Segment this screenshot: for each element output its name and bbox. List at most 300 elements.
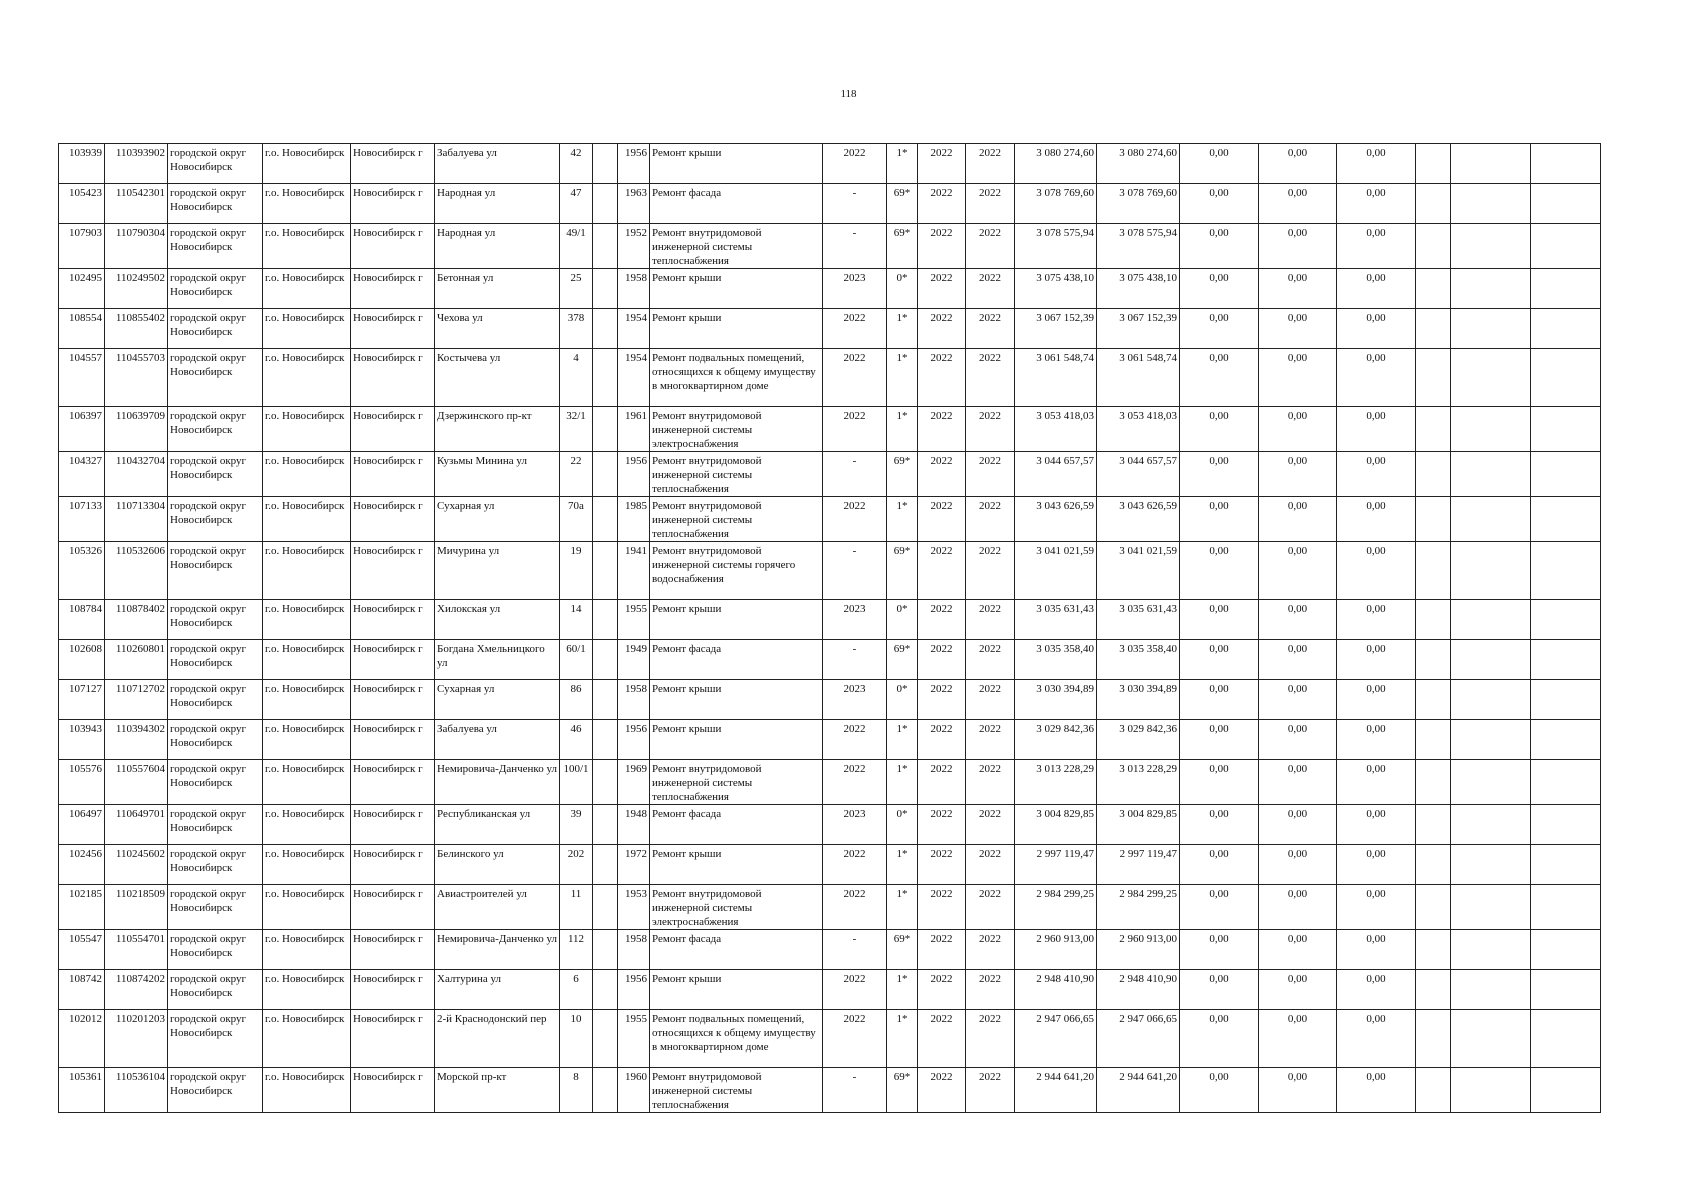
cell-house-number: 6: [560, 970, 593, 1010]
cell-planned-year: -: [823, 930, 887, 970]
cell-extra-1: [1416, 600, 1451, 640]
cell-extra-3: [1531, 600, 1601, 640]
cell-municipality: городской округ Новосибирск: [168, 885, 263, 930]
cell-end-year: 2022: [966, 805, 1015, 845]
table-row: [59, 144, 1601, 184]
cell-planned-year: 2022: [823, 407, 887, 452]
cell-extra-2: [1451, 680, 1531, 720]
cell-cost-local: 0,00: [1337, 497, 1416, 542]
cell-status-code: 69*: [887, 542, 918, 600]
cell-urban-district: г.о. Новосибирск: [263, 1068, 351, 1113]
cell-year-built: 1963: [618, 184, 650, 224]
cell-cost-total: 3 053 418,03: [1015, 407, 1097, 452]
cell-cost-fund: 2 997 119,47: [1097, 845, 1180, 885]
cell-house-number: 32/1: [560, 407, 593, 452]
cell-year-built: 1956: [618, 720, 650, 760]
cell-extra-3: [1531, 407, 1601, 452]
cell-street: Сухарная ул: [435, 497, 560, 542]
cell-extra-3: [1531, 452, 1601, 497]
cell-start-year: 2022: [918, 497, 966, 542]
cell-cost-fund: 2 948 410,90: [1097, 970, 1180, 1010]
cell-start-year: 2022: [918, 845, 966, 885]
cell-extra-1: [1416, 309, 1451, 349]
cell-cost-local: 0,00: [1337, 144, 1416, 184]
cell-account-id: 110393902: [105, 144, 168, 184]
cell-work-type: Ремонт крыши: [650, 600, 823, 640]
cell-locality: Новосибирск г: [351, 845, 435, 885]
cell-extra-3: [1531, 640, 1601, 680]
cell-work-type: Ремонт внутридомовой инженерной системы электроснабжения: [650, 407, 823, 452]
cell-locality: Новосибирск г: [351, 184, 435, 224]
cell-locality: Новосибирск г: [351, 349, 435, 407]
cell-house-id: 108554: [59, 309, 105, 349]
cell-work-type: Ремонт крыши: [650, 680, 823, 720]
cell-municipality: городской округ Новосибирск: [168, 805, 263, 845]
cell-account-id: 110542301: [105, 184, 168, 224]
cell-house-id: 107127: [59, 680, 105, 720]
cell-municipality: городской округ Новосибирск: [168, 760, 263, 805]
cell-house-number: 10: [560, 1010, 593, 1068]
cell-extra-1: [1416, 349, 1451, 407]
cell-extra-1: [1416, 640, 1451, 680]
cell-extra-1: [1416, 497, 1451, 542]
cell-house-number: 11: [560, 885, 593, 930]
cell-planned-year: 2022: [823, 1010, 887, 1068]
cell-account-id: 110557604: [105, 760, 168, 805]
cell-municipality: городской округ Новосибирск: [168, 1010, 263, 1068]
cell-cost-regional: 0,00: [1259, 407, 1337, 452]
cell-building: [593, 760, 618, 805]
cell-cost-local: 0,00: [1337, 224, 1416, 269]
cell-cost-local: 0,00: [1337, 309, 1416, 349]
cell-street: Немировича-Данченко ул: [435, 760, 560, 805]
cell-work-type: Ремонт внутридомовой инженерной системы теплоснабжения: [650, 452, 823, 497]
cell-start-year: 2022: [918, 184, 966, 224]
cell-work-type: Ремонт внутридомовой инженерной системы теплоснабжения: [650, 497, 823, 542]
cell-house-id: 102495: [59, 269, 105, 309]
cell-house-id: 106397: [59, 407, 105, 452]
cell-planned-year: -: [823, 640, 887, 680]
cell-locality: Новосибирск г: [351, 805, 435, 845]
cell-cost-federal: 0,00: [1180, 269, 1259, 309]
table-row: [59, 224, 1601, 269]
cell-status-code: 69*: [887, 930, 918, 970]
cell-start-year: 2022: [918, 542, 966, 600]
cell-house-number: 70а: [560, 497, 593, 542]
cell-extra-3: [1531, 144, 1601, 184]
cell-municipality: городской округ Новосибирск: [168, 930, 263, 970]
cell-urban-district: г.о. Новосибирск: [263, 269, 351, 309]
cell-status-code: 69*: [887, 224, 918, 269]
cell-extra-3: [1531, 885, 1601, 930]
cell-cost-federal: 0,00: [1180, 184, 1259, 224]
table-row: [59, 309, 1601, 349]
cell-locality: Новосибирск г: [351, 452, 435, 497]
cell-urban-district: г.о. Новосибирск: [263, 720, 351, 760]
cell-cost-fund: 2 944 641,20: [1097, 1068, 1180, 1113]
cell-cost-federal: 0,00: [1180, 885, 1259, 930]
cell-extra-2: [1451, 309, 1531, 349]
cell-work-type: Ремонт внутридомовой инженерной системы теплоснабжения: [650, 760, 823, 805]
cell-municipality: городской округ Новосибирск: [168, 309, 263, 349]
cell-house-number: 25: [560, 269, 593, 309]
cell-extra-1: [1416, 680, 1451, 720]
cell-planned-year: 2022: [823, 144, 887, 184]
page-number: 118: [840, 88, 857, 100]
cell-end-year: 2022: [966, 452, 1015, 497]
cell-planned-year: -: [823, 1068, 887, 1113]
cell-cost-total: 3 030 394,89: [1015, 680, 1097, 720]
cell-house-number: 42: [560, 144, 593, 184]
cell-building: [593, 640, 618, 680]
cell-cost-total: 3 013 228,29: [1015, 760, 1097, 805]
cell-extra-1: [1416, 845, 1451, 885]
cell-status-code: 1*: [887, 1010, 918, 1068]
cell-cost-local: 0,00: [1337, 640, 1416, 680]
cell-street: Авиастроителей ул: [435, 885, 560, 930]
cell-street: Народная ул: [435, 224, 560, 269]
cell-house-number: 47: [560, 184, 593, 224]
cell-house-number: 22: [560, 452, 593, 497]
cell-extra-2: [1451, 720, 1531, 760]
cell-house-number: 4: [560, 349, 593, 407]
cell-house-id: 108784: [59, 600, 105, 640]
cell-cost-regional: 0,00: [1259, 760, 1337, 805]
cell-extra-1: [1416, 885, 1451, 930]
cell-municipality: городской округ Новосибирск: [168, 224, 263, 269]
cell-cost-total: 3 004 829,85: [1015, 805, 1097, 845]
cell-planned-year: 2023: [823, 269, 887, 309]
cell-cost-fund: 3 044 657,57: [1097, 452, 1180, 497]
cell-building: [593, 407, 618, 452]
cell-work-type: Ремонт внутридомовой инженерной системы теплоснабжения: [650, 1068, 823, 1113]
cell-building: [593, 269, 618, 309]
cell-street: Морской пр-кт: [435, 1068, 560, 1113]
capital-repair-table: [58, 143, 1601, 1113]
cell-municipality: городской округ Новосибирск: [168, 452, 263, 497]
cell-work-type: Ремонт подвальных помещений, относящихся к общему имуществу в многоквартирном доме: [650, 349, 823, 407]
cell-cost-local: 0,00: [1337, 269, 1416, 309]
cell-account-id: 110249502: [105, 269, 168, 309]
cell-street: Кузьмы Минина ул: [435, 452, 560, 497]
cell-extra-1: [1416, 144, 1451, 184]
cell-cost-regional: 0,00: [1259, 845, 1337, 885]
cell-extra-2: [1451, 760, 1531, 805]
cell-house-id: 102012: [59, 1010, 105, 1068]
cell-cost-regional: 0,00: [1259, 885, 1337, 930]
cell-cost-total: 2 984 299,25: [1015, 885, 1097, 930]
cell-house-number: 378: [560, 309, 593, 349]
cell-planned-year: 2022: [823, 845, 887, 885]
cell-locality: Новосибирск г: [351, 497, 435, 542]
cell-locality: Новосибирск г: [351, 760, 435, 805]
cell-street: Халтурина ул: [435, 970, 560, 1010]
cell-status-code: 0*: [887, 600, 918, 640]
cell-cost-local: 0,00: [1337, 760, 1416, 805]
cell-status-code: 1*: [887, 720, 918, 760]
table-row: [59, 640, 1601, 680]
cell-extra-3: [1531, 542, 1601, 600]
cell-house-number: 112: [560, 930, 593, 970]
cell-cost-total: 3 043 626,59: [1015, 497, 1097, 542]
cell-work-type: Ремонт крыши: [650, 970, 823, 1010]
cell-urban-district: г.о. Новосибирск: [263, 309, 351, 349]
cell-extra-3: [1531, 760, 1601, 805]
cell-extra-2: [1451, 542, 1531, 600]
cell-status-code: 1*: [887, 760, 918, 805]
cell-end-year: 2022: [966, 680, 1015, 720]
cell-account-id: 110649701: [105, 805, 168, 845]
cell-cost-total: 3 029 842,36: [1015, 720, 1097, 760]
cell-cost-federal: 0,00: [1180, 309, 1259, 349]
cell-cost-federal: 0,00: [1180, 930, 1259, 970]
cell-planned-year: 2022: [823, 309, 887, 349]
cell-extra-2: [1451, 600, 1531, 640]
cell-cost-federal: 0,00: [1180, 1010, 1259, 1068]
cell-house-id: 103939: [59, 144, 105, 184]
cell-cost-fund: 2 947 066,65: [1097, 1010, 1180, 1068]
cell-cost-local: 0,00: [1337, 184, 1416, 224]
cell-planned-year: -: [823, 224, 887, 269]
cell-status-code: 69*: [887, 184, 918, 224]
cell-status-code: 1*: [887, 845, 918, 885]
cell-cost-total: 2 944 641,20: [1015, 1068, 1097, 1113]
cell-cost-local: 0,00: [1337, 930, 1416, 970]
cell-cost-federal: 0,00: [1180, 349, 1259, 407]
cell-cost-regional: 0,00: [1259, 680, 1337, 720]
table-row: [59, 184, 1601, 224]
cell-end-year: 2022: [966, 600, 1015, 640]
cell-cost-federal: 0,00: [1180, 720, 1259, 760]
cell-cost-federal: 0,00: [1180, 845, 1259, 885]
cell-start-year: 2022: [918, 269, 966, 309]
cell-locality: Новосибирск г: [351, 970, 435, 1010]
cell-start-year: 2022: [918, 680, 966, 720]
cell-cost-total: 3 044 657,57: [1015, 452, 1097, 497]
cell-end-year: 2022: [966, 930, 1015, 970]
cell-status-code: 69*: [887, 1068, 918, 1113]
cell-end-year: 2022: [966, 224, 1015, 269]
cell-cost-fund: 3 053 418,03: [1097, 407, 1180, 452]
cell-street: 2-й Краснодонский пер: [435, 1010, 560, 1068]
cell-end-year: 2022: [966, 497, 1015, 542]
cell-year-built: 1972: [618, 845, 650, 885]
cell-end-year: 2022: [966, 184, 1015, 224]
cell-municipality: городской округ Новосибирск: [168, 600, 263, 640]
cell-cost-fund: 3 067 152,39: [1097, 309, 1180, 349]
cell-extra-3: [1531, 349, 1601, 407]
cell-extra-1: [1416, 452, 1451, 497]
cell-planned-year: 2023: [823, 805, 887, 845]
cell-cost-federal: 0,00: [1180, 542, 1259, 600]
cell-cost-federal: 0,00: [1180, 497, 1259, 542]
table-row: [59, 497, 1601, 542]
cell-street: Сухарная ул: [435, 680, 560, 720]
cell-end-year: 2022: [966, 407, 1015, 452]
cell-cost-total: 3 078 769,60: [1015, 184, 1097, 224]
cell-account-id: 110260801: [105, 640, 168, 680]
cell-extra-1: [1416, 970, 1451, 1010]
cell-cost-federal: 0,00: [1180, 680, 1259, 720]
cell-extra-1: [1416, 1068, 1451, 1113]
cell-end-year: 2022: [966, 720, 1015, 760]
cell-extra-1: [1416, 720, 1451, 760]
cell-account-id: 110855402: [105, 309, 168, 349]
cell-start-year: 2022: [918, 224, 966, 269]
cell-account-id: 110639709: [105, 407, 168, 452]
cell-cost-local: 0,00: [1337, 970, 1416, 1010]
cell-urban-district: г.о. Новосибирск: [263, 224, 351, 269]
cell-cost-regional: 0,00: [1259, 720, 1337, 760]
cell-cost-total: 2 948 410,90: [1015, 970, 1097, 1010]
cell-cost-regional: 0,00: [1259, 144, 1337, 184]
cell-extra-1: [1416, 930, 1451, 970]
cell-house-id: 108742: [59, 970, 105, 1010]
cell-cost-local: 0,00: [1337, 407, 1416, 452]
cell-cost-regional: 0,00: [1259, 805, 1337, 845]
cell-cost-federal: 0,00: [1180, 452, 1259, 497]
cell-extra-1: [1416, 805, 1451, 845]
cell-house-number: 202: [560, 845, 593, 885]
cell-account-id: 110432704: [105, 452, 168, 497]
cell-start-year: 2022: [918, 144, 966, 184]
cell-building: [593, 930, 618, 970]
cell-extra-3: [1531, 805, 1601, 845]
cell-cost-local: 0,00: [1337, 680, 1416, 720]
table-row: [59, 680, 1601, 720]
cell-start-year: 2022: [918, 1010, 966, 1068]
cell-urban-district: г.о. Новосибирск: [263, 600, 351, 640]
cell-start-year: 2022: [918, 720, 966, 760]
cell-extra-2: [1451, 1068, 1531, 1113]
cell-extra-3: [1531, 184, 1601, 224]
cell-street: Забалуева ул: [435, 720, 560, 760]
cell-planned-year: -: [823, 542, 887, 600]
table-row: [59, 269, 1601, 309]
cell-building: [593, 600, 618, 640]
cell-year-built: 1956: [618, 452, 650, 497]
cell-work-type: Ремонт крыши: [650, 845, 823, 885]
cell-cost-total: 3 035 358,40: [1015, 640, 1097, 680]
cell-house-id: 102456: [59, 845, 105, 885]
cell-start-year: 2022: [918, 309, 966, 349]
cell-municipality: городской округ Новосибирск: [168, 497, 263, 542]
cell-cost-local: 0,00: [1337, 720, 1416, 760]
cell-account-id: 110218509: [105, 885, 168, 930]
cell-cost-fund: 3 030 394,89: [1097, 680, 1180, 720]
cell-year-built: 1953: [618, 885, 650, 930]
cell-house-number: 8: [560, 1068, 593, 1113]
table-row: [59, 720, 1601, 760]
cell-end-year: 2022: [966, 542, 1015, 600]
cell-house-id: 107903: [59, 224, 105, 269]
cell-work-type: Ремонт фасада: [650, 640, 823, 680]
cell-status-code: 0*: [887, 680, 918, 720]
cell-municipality: городской округ Новосибирск: [168, 680, 263, 720]
cell-extra-2: [1451, 845, 1531, 885]
cell-cost-regional: 0,00: [1259, 452, 1337, 497]
cell-status-code: 69*: [887, 452, 918, 497]
cell-start-year: 2022: [918, 970, 966, 1010]
cell-extra-3: [1531, 930, 1601, 970]
cell-status-code: 1*: [887, 349, 918, 407]
cell-end-year: 2022: [966, 970, 1015, 1010]
cell-locality: Новосибирск г: [351, 640, 435, 680]
cell-cost-fund: 3 035 358,40: [1097, 640, 1180, 680]
cell-house-number: 39: [560, 805, 593, 845]
cell-cost-fund: 3 043 626,59: [1097, 497, 1180, 542]
cell-cost-fund: 3 013 228,29: [1097, 760, 1180, 805]
cell-building: [593, 452, 618, 497]
cell-locality: Новосибирск г: [351, 720, 435, 760]
cell-building: [593, 845, 618, 885]
cell-extra-2: [1451, 970, 1531, 1010]
cell-building: [593, 1068, 618, 1113]
cell-extra-3: [1531, 269, 1601, 309]
cell-extra-2: [1451, 144, 1531, 184]
cell-cost-federal: 0,00: [1180, 144, 1259, 184]
cell-year-built: 1952: [618, 224, 650, 269]
cell-cost-fund: 3 061 548,74: [1097, 349, 1180, 407]
cell-extra-3: [1531, 224, 1601, 269]
cell-building: [593, 309, 618, 349]
cell-work-type: Ремонт внутридомовой инженерной системы горячего водоснабжения: [650, 542, 823, 600]
cell-cost-total: 2 997 119,47: [1015, 845, 1097, 885]
cell-end-year: 2022: [966, 349, 1015, 407]
cell-cost-federal: 0,00: [1180, 1068, 1259, 1113]
cell-urban-district: г.о. Новосибирск: [263, 760, 351, 805]
cell-status-code: 1*: [887, 144, 918, 184]
cell-house-id: 104327: [59, 452, 105, 497]
cell-locality: Новосибирск г: [351, 224, 435, 269]
cell-street: Богдана Хмельницкого ул: [435, 640, 560, 680]
cell-status-code: 1*: [887, 497, 918, 542]
cell-urban-district: г.о. Новосибирск: [263, 497, 351, 542]
cell-cost-regional: 0,00: [1259, 497, 1337, 542]
cell-extra-3: [1531, 1010, 1601, 1068]
cell-house-number: 46: [560, 720, 593, 760]
cell-planned-year: 2022: [823, 885, 887, 930]
cell-building: [593, 224, 618, 269]
cell-year-built: 1948: [618, 805, 650, 845]
cell-cost-fund: 3 078 769,60: [1097, 184, 1180, 224]
cell-status-code: 0*: [887, 269, 918, 309]
cell-planned-year: -: [823, 184, 887, 224]
cell-cost-local: 0,00: [1337, 805, 1416, 845]
cell-year-built: 1961: [618, 407, 650, 452]
cell-cost-fund: 2 960 913,00: [1097, 930, 1180, 970]
cell-account-id: 110554701: [105, 930, 168, 970]
cell-extra-1: [1416, 224, 1451, 269]
cell-municipality: городской округ Новосибирск: [168, 542, 263, 600]
cell-urban-district: г.о. Новосибирск: [263, 930, 351, 970]
cell-end-year: 2022: [966, 760, 1015, 805]
cell-cost-total: 2 960 913,00: [1015, 930, 1097, 970]
cell-house-id: 103943: [59, 720, 105, 760]
cell-urban-district: г.о. Новосибирск: [263, 845, 351, 885]
cell-extra-1: [1416, 542, 1451, 600]
cell-locality: Новосибирск г: [351, 885, 435, 930]
cell-building: [593, 1010, 618, 1068]
cell-end-year: 2022: [966, 144, 1015, 184]
cell-cost-regional: 0,00: [1259, 1010, 1337, 1068]
cell-street: Забалуева ул: [435, 144, 560, 184]
cell-house-id: 105423: [59, 184, 105, 224]
cell-extra-1: [1416, 760, 1451, 805]
cell-cost-local: 0,00: [1337, 600, 1416, 640]
cell-work-type: Ремонт подвальных помещений, относящихся к общему имуществу в многоквартирном доме: [650, 1010, 823, 1068]
cell-year-built: 1958: [618, 269, 650, 309]
